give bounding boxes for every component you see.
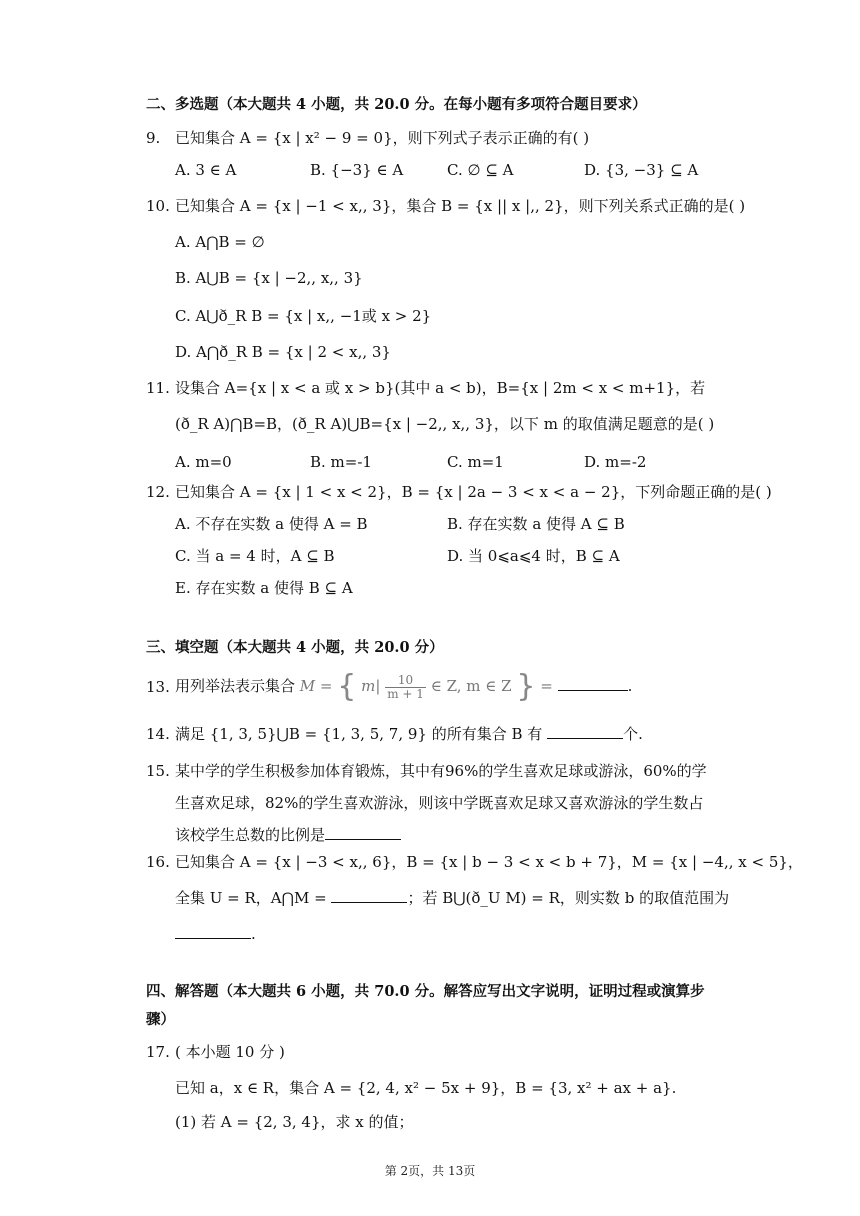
question-12-option-b: B. 存在实数 a 使得 A ⊆ B: [447, 515, 625, 533]
question-13-condition: ∈ Z, m ∈ Z: [430, 677, 512, 695]
question-12-option-e: E. 存在实数 a 使得 B ⊆ A: [175, 579, 353, 597]
question-11-option-d: D. m=-2: [584, 453, 647, 471]
question-10-stem: 已知集合 A = {x | −1 < x,, 3}，集合 B = {x || x |,, 2}，则下列关系式正确的是( ): [175, 197, 746, 215]
question-12-option-c: C. 当 a = 4 时，A ⊆ B: [175, 547, 335, 565]
question-14-prefix: 满足 {1, 3, 5}⋃B = {1, 3, 5, 7, 9} 的所有集合 B 有: [175, 725, 543, 743]
fraction-denominator: m + 1: [387, 686, 424, 701]
question-11-stem-line1: 设集合 A={x | x < a 或 x > b}(其中 a < b)，B={x | 2m < x < m+1}，若: [175, 379, 706, 397]
question-15-line2: 生喜欢足球，82%的学生喜欢游泳，则该中学既喜欢足球又喜欢游泳的学生数占: [175, 794, 704, 812]
question-11-stem-line2: (ð_R A)⋂B=B，(ð_R A)⋃B={x | −2,, x,, 3}，以下 m 的取值满足题意的是( ): [175, 415, 715, 433]
question-10-number: 10.: [146, 197, 170, 215]
question-10-option-b: B. A⋃B = {x | −2,, x,, 3}: [175, 269, 363, 287]
question-12-number: 12.: [146, 483, 170, 501]
question-14-answer-blank[interactable]: [547, 724, 623, 739]
question-15-line1: 某中学的学生积极参加体育锻炼，其中有96%的学生喜欢足球或游泳，60%的学: [175, 762, 707, 780]
question-16-line2-part2: ；若 B⋃(ð_U M) = R，则实数 b 的取值范围为: [407, 889, 730, 907]
question-13-stem: [175, 666, 632, 707]
question-15-line3: [175, 825, 401, 845]
section-heading-solution-line2: 骤）: [146, 1011, 175, 1028]
left-brace-icon: {: [337, 669, 357, 704]
question-10-option-d: D. A⋂ð_R B = {x | 2 < x,, 3}: [175, 343, 391, 361]
question-13-element: m|: [361, 677, 381, 695]
question-16-answer-blank-2[interactable]: [175, 924, 251, 939]
question-17-score: ( 本小题 10 分 ): [175, 1043, 285, 1061]
question-17-number: 17.: [146, 1043, 170, 1061]
question-17-part-1: (1) 若 A = {2, 3, 4}，求 x 的值；: [175, 1113, 414, 1131]
question-15-answer-blank[interactable]: [325, 825, 401, 840]
question-11-option-c: C. m=1: [447, 453, 504, 471]
page-footer: 第 2页，共 13页: [384, 1164, 476, 1178]
question-16-line1: 已知集合 A = {x | −3 < x,, 6}，B = {x | b − 3 < x < b + 7}，M = {x | −4,, x < 5}，: [175, 853, 803, 871]
section-heading-solution-line1: 四、解答题（本大题共 6 小题，共 70.0 分。解答应写出文字说明，证明过程或演算步: [146, 983, 705, 1000]
question-16-period: .: [251, 925, 256, 943]
question-16-answer-blank-1[interactable]: [331, 888, 407, 903]
question-13-set-name: M =: [299, 677, 333, 695]
question-9-number: 9.: [146, 129, 161, 147]
question-13-equals: =: [540, 677, 553, 695]
question-9-option-c: C. ∅ ⊆ A: [447, 161, 514, 179]
question-16-number: 16.: [146, 853, 170, 871]
question-12-stem: 已知集合 A = {x | 1 < x < 2}，B = {x | 2a − 3 < x < a − 2}，下列命题正确的是( ): [175, 483, 772, 501]
question-16-line2: [175, 888, 729, 908]
question-10-option-a: A. A⋂B = ∅: [175, 233, 265, 251]
question-17-stem: 已知 a，x ∈ R，集合 A = {2, 4, x² − 5x + 9}，B = {3, x² + ax + a}.: [175, 1079, 677, 1097]
question-9-stem: 已知集合 A = {x | x² − 9 = 0}，则下列式子表示正确的有( ): [175, 129, 590, 147]
question-16-line3: [175, 924, 256, 944]
right-brace-icon: }: [516, 669, 536, 704]
question-12-option-a: A. 不存在实数 a 使得 A = B: [175, 515, 368, 533]
fraction-numerator: 10: [385, 674, 426, 688]
question-12-option-d: D. 当 0⩽a⩽4 时，B ⊆ A: [447, 547, 620, 565]
question-10-option-c: C. A⋃ð_R B = {x | x,, −1或 x > 2}: [175, 307, 432, 325]
question-13-answer-blank[interactable]: [558, 676, 628, 691]
question-15-line3-text: 该校学生总数的比例是: [175, 826, 326, 844]
question-9-option-d: D. {3, −3} ⊆ A: [584, 161, 699, 179]
question-11-option-a: A. m=0: [175, 453, 232, 471]
question-16-line2-part1: 全集 U = R，A⋂M =: [175, 889, 327, 907]
question-13-number: 13.: [146, 678, 170, 696]
question-14-stem: [175, 724, 643, 744]
question-9-option-b: B. {−3} ∈ A: [310, 161, 404, 179]
section-heading-fill-blank: 三、填空题（本大题共 4 小题，共 20.0 分）: [146, 639, 444, 656]
section-heading-multiple-choice: 二、多选题（本大题共 4 小题，共 20.0 分。在每小题有多项符合题目要求）: [146, 96, 647, 113]
question-13-fraction: [385, 674, 426, 701]
question-11-option-b: B. m=-1: [310, 453, 372, 471]
question-15-number: 15.: [146, 762, 170, 780]
question-13-period: .: [627, 677, 633, 695]
question-14-suffix: 个.: [623, 725, 643, 743]
question-13-prefix: 用列举法表示集合: [175, 677, 296, 695]
question-9-option-a: A. 3 ∈ A: [175, 161, 237, 179]
question-11-number: 11.: [146, 379, 170, 397]
question-14-number: 14.: [146, 725, 170, 743]
